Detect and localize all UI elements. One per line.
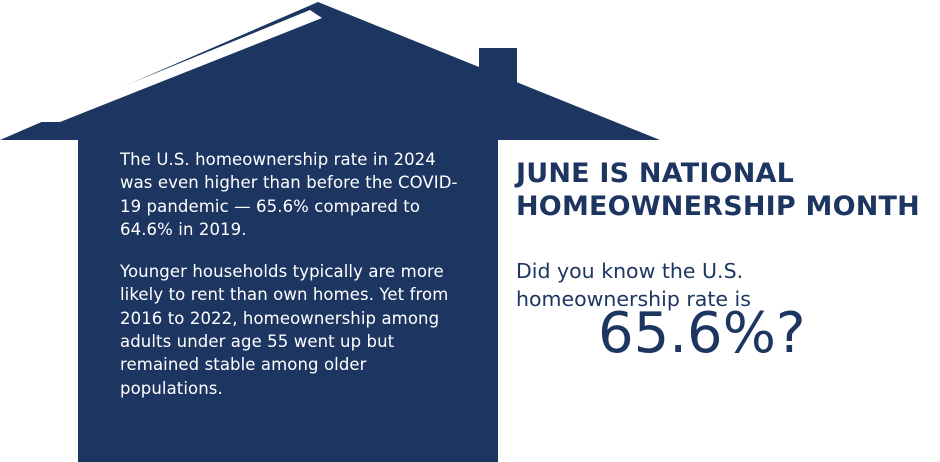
big-statistic: 65.6%? (598, 300, 806, 366)
right-panel (516, 158, 926, 366)
house-text-block (120, 148, 470, 400)
roof-shape (0, 2, 660, 140)
page-title: JUNE IS NATIONAL HOMEOWNERSHIP MONTH (516, 158, 920, 222)
house-paragraph-2: Younger households typically are more likely to rent than own homes. Yet from 2016 to 2022, homeownership among adults under age 55 went up but remained stable among older populations. (120, 261, 449, 398)
house-paragraph-1: The U.S. homeownership rate in 2024 was even higher than before the COVID-19 pandemic — 65.6% compared to 64.6% in 2019. (120, 150, 458, 240)
question-lead-text: Did you know the U.S. homeownership rate is (516, 258, 751, 311)
question-block (516, 258, 926, 366)
